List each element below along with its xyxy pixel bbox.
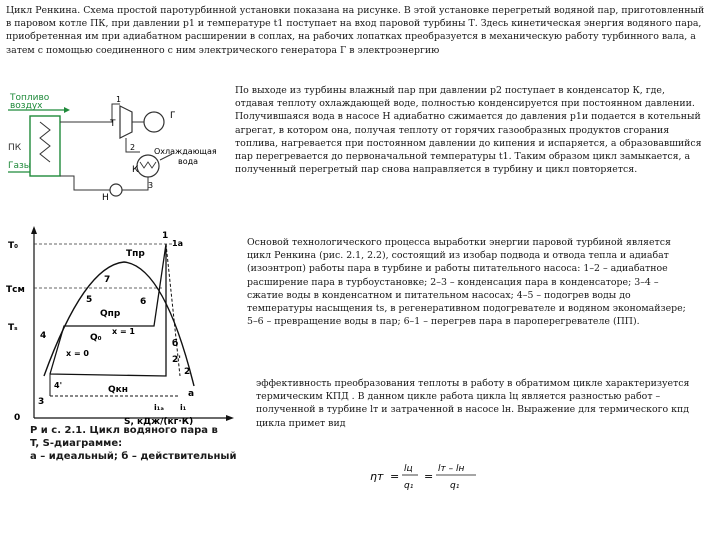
label-pk: ПК [8, 143, 22, 153]
saturation-curve [44, 262, 194, 386]
pt-6: 6 [140, 297, 147, 307]
pt-i1: i₁ [180, 403, 187, 412]
pt-5: 5 [86, 295, 93, 305]
label-a: а [188, 389, 195, 399]
pt-1: 1 [116, 95, 122, 104]
pt-7: 7 [104, 275, 111, 285]
steam-plant-scheme [4, 92, 230, 204]
ts-diagram [4, 226, 244, 426]
label-1a: 1а [172, 239, 183, 248]
rankine-cycle-paragraph: Основой технологического процесса выработки энергии паровой турбиной является цикл Ренкина (рис. 2.1, 2.2), состоящий из изобар подвода и отвода тепла и адиабат (изоэнтроп) работы пара в турбине и работы питательного насоса: 1–2 – адиабатное расширение пара в турбоустановке; 2–3 – конденсация пара в конденсаторе; 3–4 – сжатие воды в конденсатном и питательном насосах; 4–5 – подогрев воды до температуры насыщения ts, в регенеративном подогревателе и водяном экономайзере; 5–6 – превращение воды в пар; 6–1 – перегрев пара в пароперегревателе (ПП). [247, 237, 686, 328]
pt-i1a: i₁ₐ [154, 403, 164, 412]
efficiency-paragraph: эффективность преобразования теплоты в работу в обратимом цикле характеризуется термическим КПД . В данном цикле работа цикла lц является разностью работ – полученной в турбине lт и затраченной в насосе lн. Выражение для термического кпд цикла примет вид [256, 378, 690, 429]
label-q0: Q₀ [90, 333, 102, 343]
condenser [137, 155, 159, 177]
pt-3: 3 [148, 181, 154, 190]
pt-1: 1 [162, 231, 169, 241]
label-qnp: Qпр [100, 309, 121, 319]
pt-4: 4 [40, 331, 47, 341]
formula-den-1: q₁ [404, 481, 414, 491]
boiler-box [30, 116, 60, 176]
label-k: К [132, 165, 139, 175]
label-x0: x = 0 [66, 349, 89, 358]
label-x1: x = 1 [112, 327, 135, 336]
y-label-tcm: Tсм [6, 285, 25, 295]
label-n: Н [102, 193, 109, 203]
label-fuel: Топливо [10, 93, 50, 103]
label-g: Г [170, 111, 176, 121]
label-cooling-2: вода [178, 157, 199, 166]
formula-lhs: ηт [370, 470, 384, 483]
formula-eq-1: = [390, 470, 400, 483]
condenser-paragraph: По выходе из турбины влажный пар при давлении р2 поступает в конденсатор К, где, отдавая теплоту охлаждающей воде, полностью конденсируется при постоянном давлении. Получившаяся вода в насосе Н адиабатно сжимается до давления р1и подается в котельный агрегат, в котором она, получая теплоту от горячих газообразных продуктов сгорания топлива, нагревается при постоянном давлении до кипения и испаряется, а образовавшийся пар перегревается до первоначальной температуры t1. Таким образом цикл замыкается, а полученный перегретый пар снова направляется в турбину и цикл повторяется. [235, 85, 702, 176]
y-label-ts: Tₛ [8, 323, 18, 333]
caption-line-1: Р и с. 2.1. Цикл водяного пара в [30, 425, 218, 436]
pump [110, 184, 122, 196]
caption-line-2: T, S-диаграмме: [30, 438, 123, 449]
turbine [120, 106, 132, 138]
label-cooling-1: Охлаждающая [154, 147, 217, 156]
formula-eq-2: = [424, 470, 434, 483]
y-label-t0: T₀ [8, 241, 19, 251]
formula-num-2: lт – lн [438, 464, 465, 474]
pt-2: 2 [130, 143, 136, 152]
label-qkn: Qкн [108, 385, 128, 395]
y-label-zero: 0 [14, 413, 21, 423]
pt-4-prime: 4' [54, 381, 63, 390]
pt-2: 2 [184, 367, 191, 377]
efficiency-formula [368, 456, 488, 496]
label-air: воздух [10, 101, 43, 111]
pt-2-prime: 2' [172, 355, 182, 365]
caption-line-3: а – идеальный; б – действительный [30, 451, 237, 462]
formula-num-1: lц [404, 464, 413, 474]
figure-caption [30, 424, 250, 463]
label-tnp: Tпр [126, 249, 145, 259]
generator [144, 112, 164, 132]
intro-paragraph: Цикл Ренкина. Схема простой паротурбинной установки показана на рисунке. В этой установке перегретый водяной пар, приготовленный в паровом котле ПК, при давлении р1 и температуре t1 поступает на вход паровой турбины Т. Здесь кинетическая энергия водяного пара, приобретенная им при адиабатном расширении в соплах, на рабочих лопатках преобразуется в механическую работу турбинного вала, а затем с помощью соединенного с ним электрического генератора Г в электроэнергию [6, 5, 705, 56]
x-axis-label: S, кДж/(кг·К) [124, 417, 194, 426]
formula-den-2: q₁ [450, 481, 460, 491]
label-t: Т [110, 119, 116, 129]
label-gases: Газы [8, 161, 31, 171]
label-b: б [172, 339, 179, 349]
pt-3: 3 [38, 397, 45, 407]
